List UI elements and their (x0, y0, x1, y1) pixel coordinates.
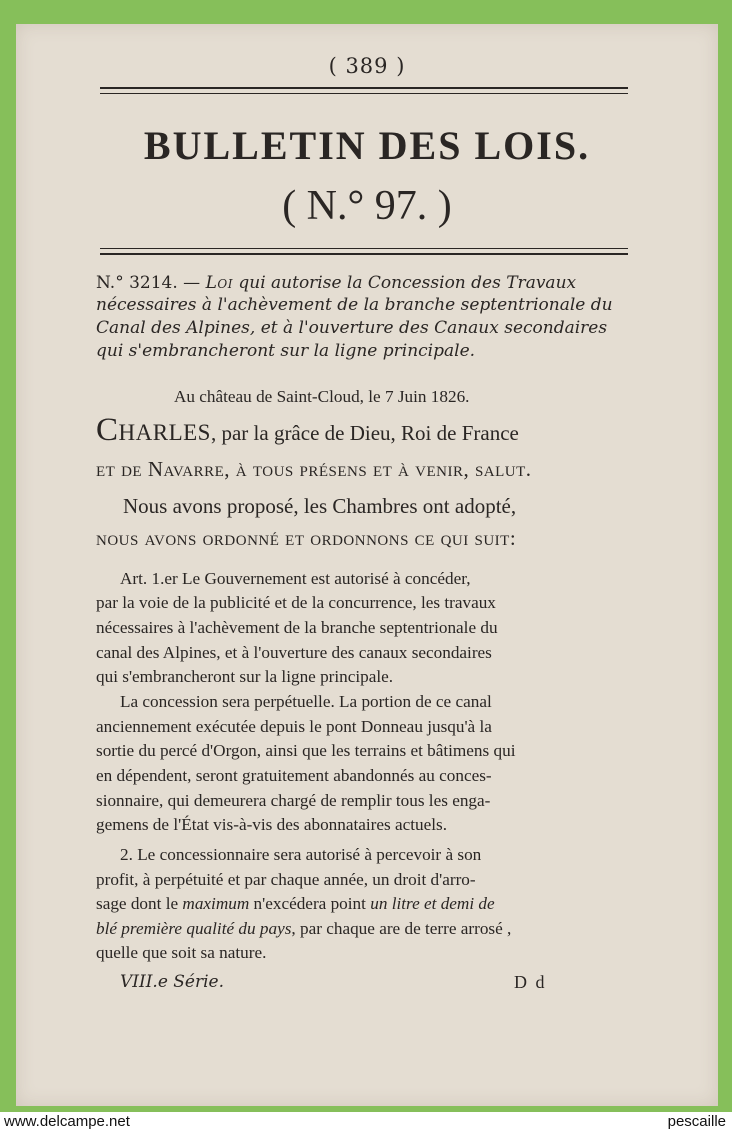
site-watermark: www.delcampe.net (4, 1113, 130, 1130)
place-date: Au château de Saint-Cloud, le 7 Juin 1826. (174, 387, 470, 406)
law-title-rest: qui autorise la Concession des Travaux (232, 273, 577, 293)
signature-mark: D d (514, 972, 547, 992)
article-2-line (96, 894, 495, 914)
seller-watermark: pescaille (667, 1113, 726, 1130)
article-2-line (96, 919, 511, 939)
paragraph-line: anciennement exécutée depuis le pont Donneau jusqu'à la (96, 717, 492, 736)
series-label: VIII.e Série. (120, 972, 225, 992)
article-1-line: par la voie de la publicité et de la concurrence, les travaux (96, 593, 496, 612)
preamble-line: et de Navarre, à tous présens et à venir, salut. (96, 457, 532, 481)
mid-rule-thick (100, 253, 628, 255)
article-1-line: qui s'embrancheront sur la ligne principale. (96, 667, 394, 686)
top-rule-thin (100, 93, 628, 94)
text-run: n'excédera point (249, 894, 371, 913)
law-number: N.° 3214. — (96, 273, 201, 293)
law-lead: Loi (205, 273, 233, 293)
article-1-line: nécessaires à l'achèvement de la branche septentrionale du (96, 618, 498, 637)
preamble-line: Nous avons proposé, les Chambres ont adopté, (123, 494, 517, 518)
law-title-line: qui s'embrancheront sur la ligne principale. (96, 341, 476, 361)
preamble-line: nous avons ordonné et ordonnons ce qui suit: (96, 526, 517, 550)
article-2-line: quelle que soit sa nature. (96, 943, 267, 962)
preamble-line (96, 412, 519, 449)
article-1-line: Art. 1.er Le Gouvernement est autorisé à concéder, (120, 569, 471, 588)
article-1-line: canal des Alpines, et à l'ouverture des canaux secondaires (96, 643, 492, 662)
law-title-line: Canal des Alpines, et à l'ouverture des Canaux secondaires (96, 318, 608, 338)
document-page (16, 24, 718, 1106)
text-run: sage dont le (96, 894, 183, 913)
paragraph-line: en dépendent, seront gratuitement abandonnés au conces- (96, 766, 492, 785)
law-title-line: nécessaires à l'achèvement de la branche septentrionale du (96, 295, 613, 315)
text-run-italic: maximum (182, 894, 250, 913)
top-rule-thick (100, 87, 628, 89)
preamble-rest: , par la grâce de Dieu, Roi de France (210, 421, 519, 445)
page-number: ( 389 ) (328, 54, 406, 78)
law-heading (96, 273, 576, 293)
article-2-line: 2. Le concessionnaire sera autorisé à percevoir à son (120, 845, 482, 864)
mid-rule-thin (100, 248, 628, 249)
watermark-strip (0, 1112, 732, 1131)
text-run-italic: blé première qualité du pays (96, 919, 292, 938)
paragraph-line: sortie du percé d'Orgon, ainsi que les terrains et bâtimens qui (96, 741, 516, 760)
issue-number: ( N.° 97. ) (282, 183, 452, 229)
paragraph-line: La concession sera perpétuelle. La portion de ce canal (120, 692, 492, 711)
text-run: , par chaque are de terre arrosé , (291, 919, 512, 938)
paragraph-line: gemens de l'État vis-à-vis des abonnataires actuels. (96, 815, 448, 834)
paragraph-line: sionnaire, qui demeurera chargé de remplir tous les enga- (96, 791, 491, 810)
text-run-italic: un litre et demi de (370, 894, 495, 913)
bulletin-title: BULLETIN DES LOIS. (143, 123, 591, 168)
king-name: Charles (96, 412, 211, 448)
article-2-line: profit, à perpétuité et par chaque année, un droit d'arro- (96, 870, 476, 889)
